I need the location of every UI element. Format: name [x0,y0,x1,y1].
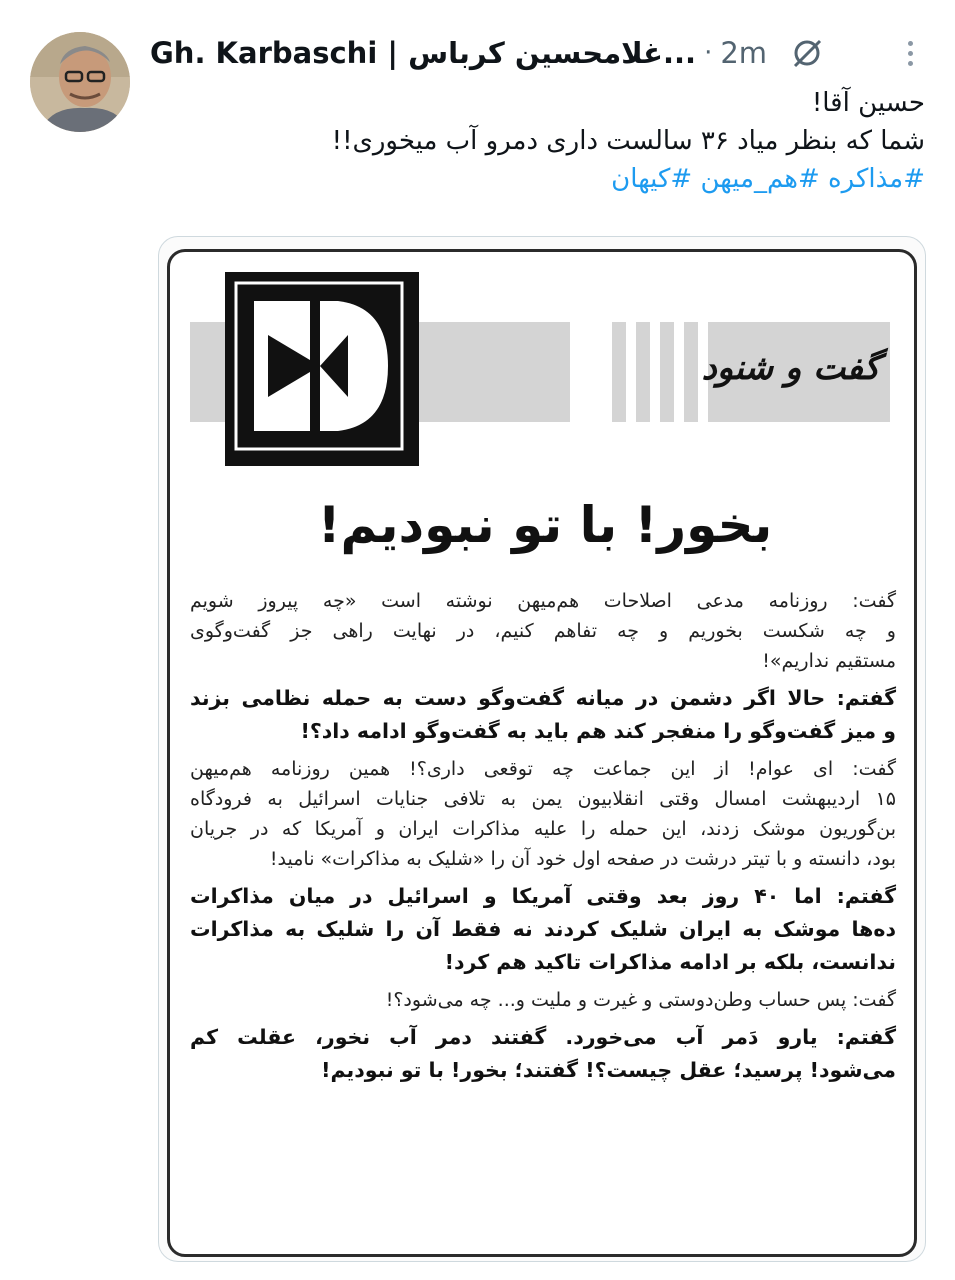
avatar[interactable] [30,32,130,132]
clipping-body [190,586,896,1093]
dialogue-line: مستقیم نداریم»! [762,650,896,672]
hashtags[interactable]: #مذاکره #هم_میهن #کیهان [611,164,925,194]
dialogue-line: گفت: ای عوام! از این جماعت چه توقعی داری؟! همین روزنامه هم‌میهن [190,758,896,780]
clipping-headline: بخور! با تو نبودیم! [317,496,773,554]
tweet-text [165,84,925,198]
media-image[interactable] [158,236,926,1262]
dialogue-paragraph [190,586,896,676]
dialogue-line: گفت: پس حساب وطن‌دوستی و غیرت و ملیت و... چه می‌شود؟! [385,989,896,1011]
dialogue-line: گفت: روزنامه مدعی اصلاحات هم‌میهن نوشته است «چه پیروز شویم [190,590,896,612]
dialogue-line: گفتم: اما ۴۰ روز بعد وقتی آمریکا و اسرائیل در میان مذاکرات [190,884,896,908]
dialogue-line: ندانست، بلکه بر ادامه مذاکرات تاکید هم کرد! [444,950,896,974]
user-avatar-photo [30,32,130,132]
newspaper-clipping [167,249,917,1257]
timestamp[interactable]: 2m [720,36,768,70]
separator-dot: · [704,38,713,68]
dialogue-line: ده‌ها موشک به ایران شلیک کردند نه فقط آن را شلیک به مذاکرات [190,917,896,941]
dialogue-paragraph [190,754,896,874]
dialogue-line: گفتم: حالا اگر دشمن در میانه گفت‌وگو دست به حمله نظامی بزند [190,686,896,710]
dialogue-paragraph [190,880,896,979]
more-vertical-icon[interactable] [900,33,920,73]
column-title: گفت و شنود [701,348,880,388]
tweet-header [150,28,930,78]
tweet-line: شما که بنظر میاد ۳۶ سالست داری دمرو آب میخوری!! [331,126,925,156]
dialogue-paragraph [190,1021,896,1087]
tweet-line: حسین آقا! [811,88,925,118]
dialogue-line: بود، دانسته و با تیتر درشت در صفحه اول خود آن را «شلیک به مذاکرات» نامید! [269,848,896,870]
dialogue-line: بن‌گوریون موشک زدند، این حمله را علیه مذاکرات ایران و آمریکا که در جریان [190,818,896,840]
dialogue-line: ۱۵ اردیبهشت امسال وقتی انقلابیون یمن به تلافی جنایات اسرائیل به فرودگاه [190,788,896,810]
dialogue-line: گفتم: یارو دَمر آب می‌خورد. گفتند دمر آب نخور، عقلت کم [190,1025,896,1049]
grok-icon[interactable] [787,33,827,73]
dialogue-paragraph [190,682,896,748]
kayhan-k-logo [225,272,419,466]
dialogue-line: می‌شود! پرسید؛ عقل چیست؟! گفتند؛ بخور! با تو نبودیم! [321,1058,896,1082]
dialogue-paragraph [190,985,896,1015]
dialogue-line: و چه شکست بخوریم و چه تفاهم کنیم، در نهایت راهی جز گفت‌وگوی [190,620,896,642]
dialogue-line: و میز گفت‌وگو را منفجر کند هم باید به گفت‌وگو ادامه داد؟! [300,719,896,743]
author-name[interactable]: Gh. Karbaschi | غلامحسین کرباس... [150,36,697,70]
